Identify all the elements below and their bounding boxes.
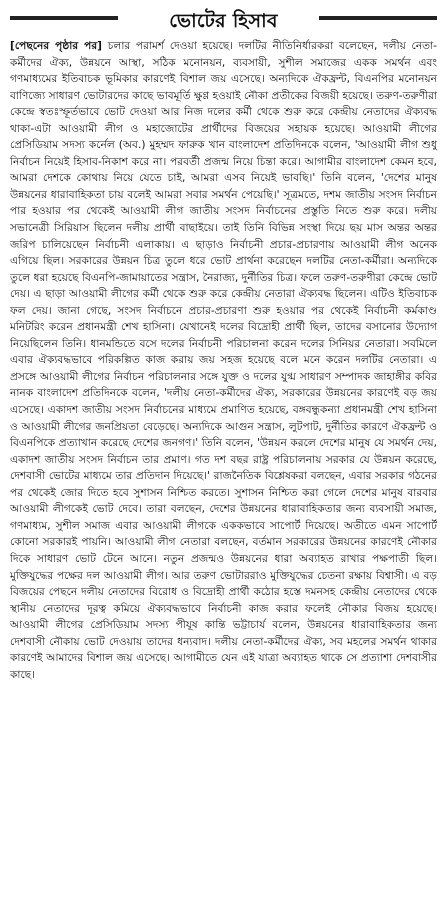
article-body <box>10 38 437 683</box>
headline: ভোটের হিসাব <box>169 10 278 32</box>
rule-right <box>319 16 437 20</box>
article-text: চলার পরামর্শ দেওয়া হয়েছে। দলটির নীতিনির্ধারকরা বলেছেন, দলীয় নেতা-কর্মীদের ঐক্য, উন্নয়নে আস্থা, সঠিক মনোনয়ন, ব্যবসায়ী, সুশীল সমাজের একক সমর্থন এবং গণমাধ্যমের ইতিবাচক ভূমিকার কারণেই বিশাল জয় এসেছে। অন্যদিকে ঐকফ্রন্ট, বিএনপির মনোনয়ন বাণিজ্যে সাধারণ ভোটারদের কাছে ভাবমূর্তি ক্ষুণ্ণ হওয়াই নৌকা প্রতীকের বিজয়ী হয়েছে। তরুণ-তরুণীরা কেন্দ্রে স্বতঃস্ফূর্তভাবে ভোট দেওয়া আর নিজ দলের কর্মী থেকে শুরু করে কেন্দ্রীয় নেতাদের ঐক্যবদ্ধ থাকা-এটা আওয়ামী লীগ ও মহাজোটের প্রার্থীদের বিজয়ের সহায়ক হয়েছে। আওয়ামী লীগের প্রেসিডিয়াম সদস্য কর্নেল (অব.) মুহম্মদ ফারুক খান বাংলাদেশ প্রতিদিনকে বলেন, 'আওয়ামী লীগ শুধু নির্বাচন নিয়েই হিসাব-নিকাশ করে না। পরবর্তী প্রজন্ম নিয়ে চিন্তা করে। আগামীর বাংলাদেশ কেমন হবে, আমরা দেশকে কোথায় নিয়ে যেতে চাই, আমরা এসব নিয়েই ভাবছি।' তিনি বলেন, 'দেশের মানুষ উন্নয়নের ধারাবাহিকতা চায় বলেই আমরা সবার সমর্থন পেয়েছি।' সূত্রমতে, দশম জাতীয় সংসদ নির্বাচন পার হওয়ার পর থেকেই আওয়ামী লীগ জাতীয় সংসদ নির্বাচনের প্রস্তুতি নিতে শুরু করে। দলীয় সভানেত্রী সিরিয়াস ছিলেন দলীয় প্রার্থী বাছাইয়ে। তাই তিনি বিভিন্ন সংস্থা দিয়ে ছয় মাস অন্তর অন্তর জরিপ চালিয়েছেন নির্বাচনী এলাকায়। এ ছাড়াও নির্বাচনী প্রচার-প্রচারণায় আওয়ামী লীগ অনেক এগিয়ে ছিল। সরকারের উন্নয়ন চিত্র তুলে ধরে ভোট প্রার্থনা করেছেন দলটির নেতা-কর্মীরা। অন্যদিকে তুলে ধরা হয়েছে বিএনপি-জামায়াতের সন্ত্রাস, নৈরাজ্য, দুর্নীতির চিত্র। ফলে তরুণ-তরুণীরা কেন্দ্রে ভোট দেয়। এ ছাড়া আওয়ামী লীগের কর্মী থেকে শুরু করে কেন্দ্রীয় নেতারা ঐক্যবদ্ধ ছিলেন। এটিও ইতিবাচক ফল দেয়। জানা গেছে, সংসদ নির্বাচনে প্রচার-প্রচারণা শুরু হওয়ার পর থেকেই নির্বাচনী কর্মকাণ্ড মনিটরিং করেন প্রধানমন্ত্রী শেখ হাসিনা। যেখানেই দলের বিদ্রোহী প্রার্থী ছিল, তাদের বসানোর উদ্যোগ নিয়েছিলেন তিনি। ধানমন্ডিতে বসে দলের নির্বাচনী পরিচালনা করেন দলের সিনিয়র নেতারা। সবমিলে এবার ঐক্যবদ্ধভাবে পরিকল্পিত কাজ করায় জয় সহজ হয়েছে বলে মনে করেন দলটির নেতারা। এ প্রসঙ্গে আওয়ামী লীগের নির্বাচন পরিচালনার সঙ্গে যুক্ত ও দলের যুগ্ম সাধারণ সম্পাদক জাহাঙ্গীর কবির নানক বাংলাদেশ প্রতিদিনকে বলেন, 'দলীয় নেতা-কর্মীদের ঐক্য, সরকারের উন্নয়নের কারণেই বড় জয় এসেছে। একাদশ জাতীয় সংসদ নির্বাচনের মাধ্যমে প্রমাণিত হয়েছে, বঙ্গবন্ধুকন্যা প্রধানমন্ত্রী শেখ হাসিনা ও আওয়ামী লীগের জনপ্রিয়তা বেড়েছে। অন্যদিকে আগুন সন্ত্রাস, লুটপাট, দুর্নীতির কারণে ঐকফ্রন্ট ও বিএনপিকে প্রত্যাখান করেছে দেশের জনগণ।' তিনি বলেন, 'উন্নয়ন করলে দেশের মানুষ যে সমর্থন দেয়, একাদশ জাতীয় সংসদ নির্বাচন তার প্রমাণ। গত দশ বছর রাষ্ট্র পরিচালনায় সরকার যে উন্নয়ন করেছে, দেশবাসী ভোটের মাধ্যমে তার প্রতিদান দিয়েছে।' রাজনৈতিক বিশ্লেষকরা বলছেন, এবার সরকার গঠনের পর থেকেই জোর দিতে হবে সুশাসন নিশ্চিত করতে। সুশাসন নিশ্চিত করা গেলে দেশের মানুষ বারবার আওয়ামী লীগকেই ভোট দেবে। তারা বলছেন, দেশের উন্নয়নের ধারাবাহিকতার জন্য ব্যবসায়ী সমাজ, গণমাধ্যম, সুশীল সমাজ এবার আওয়ামী লীগকে এককভাবে সাপোর্ট দিয়েছে। অতীতে এমন সাপোর্ট কোনো সরকারই পায়নি। আওয়ামী লীগ নেতারা বলছেন, বর্তমান সরকারের উন্নয়নের কারণেই নৌকার দিকে সাধারণ ভোট টেনে আনে। নতুন প্রজন্মও উন্নয়নের ধারা অব্যাহত রাখার পক্ষপাতী ছিল। মুক্তিযুদ্ধের পক্ষের দল আওয়ামী লীগ। আর তরুণ ভোটাররাও মুক্তিযুদ্ধের চেতনা রক্ষায় বিশ্বাসী। এ বড় বিজয়ের পেছনে দলীয় নেতাদের বিরোধ ও বিদ্রোহী প্রার্থী কঠোর হস্তে দমনসহ কেন্দ্রীয় নেতাদের থেকে স্থানীয় নেতাদের দূরত্ব কমিয়ে ঐক্যবদ্ধভাবে নির্বাচনী কাজ করার ফলেই নৌকার বিজয় হয়েছে। আওয়ামী লীগের প্রেসিডিয়াম সদস্য পীযূষ কান্তি ভট্টাচার্য বলেন, উন্নয়নের ধারাবাহিকতার জন্য দেশবাসী নৌকায় ভোট দেওয়ায় তাদের ধন্যবাদ। দলীয় নেতা-কর্মীদের ঐক্য, সব মহলের সমর্থন থাকার কারণেই আমাদের বিশাল জয় এসেছে। আগামীতে যেন এই যাত্রা অব্যাহত থাকে সে প্রত্যাশা দেশবাসীর কাছে। <box>10 40 437 681</box>
headline-bar <box>10 6 437 32</box>
article-paragraph <box>10 38 437 683</box>
continuation-label: [পেছনের পৃষ্ঠার পর] <box>10 40 103 52</box>
